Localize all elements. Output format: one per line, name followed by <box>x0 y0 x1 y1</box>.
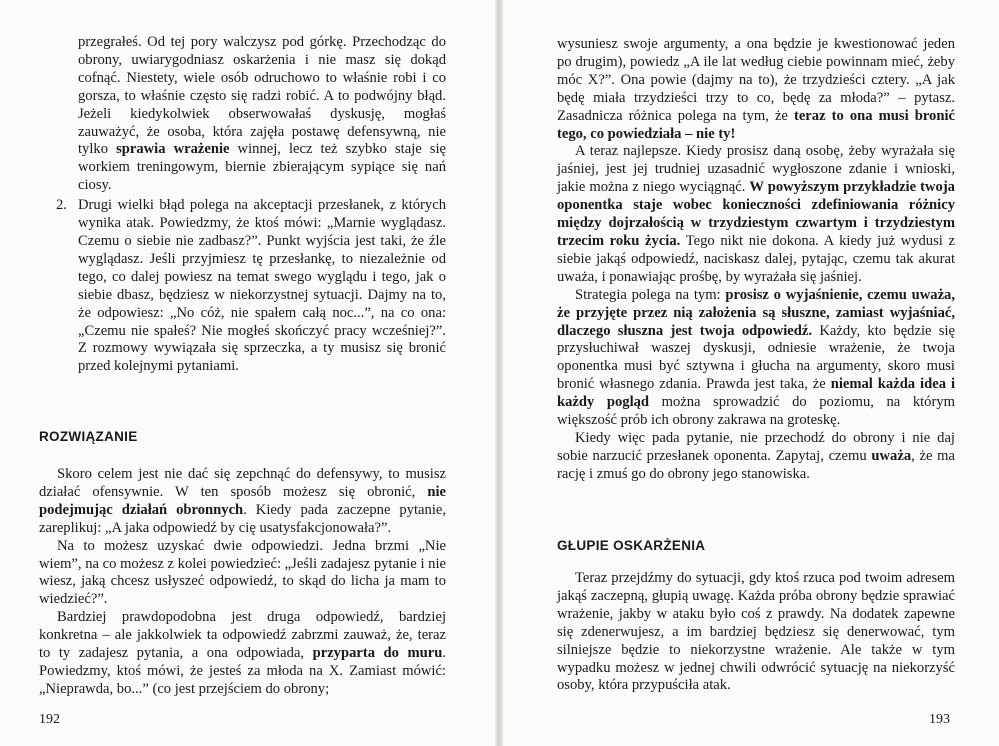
bold-phrase: W powyższym przykładzie twoja oponentka staje wobec konieczności zdefiniowania różnicy między dojrzałością w trzydziestym czwartym i trzydziestym trzecim roku życia. <box>557 179 955 249</box>
page-number: 192 <box>39 712 60 727</box>
bold-phrase: nie podejmując działań obronnych <box>39 483 446 518</box>
paragraph: wysuniesz swoje argumenty, a ona będzie je kwestionować jeden po drugim), powiedz „A ile lat według ciebie powinnam mieć, żeby móc X?”. Ona powie (dajmy na to), że trzydzieści cztery. „A jak będę miała trzydzieści trzy to co, będę za młoda?” – pytasz. Zasadnicza różnica polega na tym, że teraz to ona musi bronić tego, co powiedziała – nie ty! <box>557 36 955 142</box>
left-bottom-text-block <box>39 466 446 699</box>
paragraph: Bardziej prawdopodobna jest druga odpowiedź, bardziej konkretna – ale jakkolwiek ta odpowiedź zabrzmi zauważ, że, teraz to ty zadajesz pytania, a ona odpowiada, przyparta do muru. Powiedzmy, ktoś mówi, że jesteś za młoda na X. Zamiast mówić: „Nieprawda, bo...” (co jest przejściem do obrony; <box>39 609 446 697</box>
right-top-text-block <box>557 36 955 484</box>
paragraph: Skoro celem jest nie dać się zepchnąć do defensywy, to musisz działać ofensywnie. W ten sposób możesz się obronić, nie podejmując działań obronnych. Kiedy pada zaczepne pytanie, zareplikuj: „A jaka odpowiedź by cię usatysfakcjonowała?”. <box>39 466 446 536</box>
left-top-text-block <box>56 34 446 376</box>
bold-phrase: prosisz o wyjaśnienie, czemu uważa, że przyjęte przez nią założenia są słuszne, zamiast wyjaśniać, dlaczego słuszna jest twoja odpowiedź. <box>557 286 955 339</box>
bold-phrase: teraz to ona musi bronić tego, co powiedziała – nie ty! <box>557 107 955 142</box>
section-heading: GŁUPIE OSKARŻENIA <box>557 538 706 553</box>
bold-phrase: uważa <box>871 447 912 464</box>
right-page <box>503 0 999 746</box>
page-number: 193 <box>929 712 950 727</box>
paragraph: przegrałeś. Od tej pory walczysz pod górkę. Przechodząc do obrony, uwiarygodniasz oskarżenia i nie masz się dokąd cofnąć. Niestety, wiele osób odruchowo to właśnie robi i co gorsza, to właśnie często się radzi robić. A to podwójny błąd. Jeżeli kiedykolwiek obserwowałaś dyskusję, mogłaś zauważyć, że osoba, która zajęła postawę defensywną, nie tylko sprawia wrażenie winnej, lecz też szybko staje się workiem treningowym, biernie zbierającym sypiące się nań ciosy. <box>78 34 446 194</box>
paragraph: Teraz przejdźmy do sytuacji, gdy ktoś rzuca pod twoim adresem jakąś zaczepną, głupią uwagę. Każda próba obrony będzie sprawiać wrażenie, jakby w ataku było coś z prawdy. Na dodatek zapewne się zdenerwujesz, a im bardziej będziesz się denerwować, tym silniejsze będzie to niekorzystne wrażenie. Ale także w tym wypadku możesz w jednej chwili odwrócić sytuację na niekorzyść osoby, która przypuściła atak. <box>557 570 955 694</box>
list-item-number: 2. <box>56 197 67 214</box>
bold-phrase: niemal każda idea i każdy pogląd <box>557 376 955 411</box>
left-page <box>0 0 495 746</box>
section-heading: ROZWIĄZANIE <box>39 429 138 444</box>
bold-phrase: sprawia wrażenie <box>116 141 230 158</box>
paragraph: A teraz najlepsze. Kiedy prosisz daną osobę, żeby wyrażała się jaśniej, jest jej trudniej uzasadnić wygłoszone zdanie i wnioski, jakie można z niego wyciągnąć. W powyższym przykładzie twoja oponentka staje wobec konieczności zdefiniowania różnicy między dojrzałością w trzydziestym czwartym i trzydziestym trzecim roku życia. Tego nikt nie dokona. A kiedy już wydusi z siebie jakąś odpowiedź, naciskasz dalej, pytając, czemu tak akurat uważa, i ponawiając prośbę, by wyrażała się jaśniej. <box>557 143 955 285</box>
right-bottom-text-block <box>557 570 955 695</box>
list-item-text: Drugi wielki błąd polega na akceptacji przesłanek, z których wynika atak. Powiedzmy, że ktoś mówi: „Marnie wyglądasz. Czemu o siebie nie zadbasz?”. Punkt wyjścia jest taki, że źle wyglądasz. Jeśli przyjmiesz tę przesłankę, to niezależnie od tego, co dalej powiesz na temat swego wyglądu i tego, jak o siebie dbasz, będziesz w niekorzystnej sytuacji. Dajmy na to, że odpowiesz: „No cóż, nie spałem całą noc...”, na co ona: „Czemu nie spałeś? Nie mogłeś skończyć pracy wcześniej?”. Z rozmowy wywiązała się sprzeczka, a ty musisz się bronić przed kolejnymi pytaniami. <box>78 197 446 375</box>
paragraph: Na to możesz uzyskać dwie odpowiedzi. Jedna brzmi „Nie wiem”, na co możesz z kolei powiedzieć: „Jeśli zadajesz pytanie i nie wiesz, jaką chcesz usłyszeć odpowiedź, to skąd do licha ja mam to wiedzieć?”. <box>39 537 446 608</box>
paragraph: Kiedy więc pada pytanie, nie przechodź do obrony i nie daj sobie narzucić przesłanek oponenta. Zapytaj, czemu uważa, że ma rację i zmuś go do obrony jego stanowiska. <box>557 429 955 482</box>
numbered-list <box>56 197 446 376</box>
list-item <box>56 197 446 376</box>
book-gutter <box>495 0 503 746</box>
paragraph: Strategia polega na tym: prosisz o wyjaśnienie, czemu uważa, że przyjęte przez nią założenia są słuszne, zamiast wyjaśniać, dlaczego słuszna jest twoja odpowiedź. Każdy, kto będzie się przysłuchiwał waszej dyskusji, odniesie wrażenie, że twoja oponentka musi być sztywna i głucha na argumenty, skoro musi bronić własnego zdania. Prawda jest taka, że niemal każda idea i każdy pogląd można sprowadzić do poziomu, na którym większość prób ich obrony zakrawa na groteskę. <box>557 286 955 429</box>
bold-phrase: przyparta do muru <box>312 645 443 662</box>
